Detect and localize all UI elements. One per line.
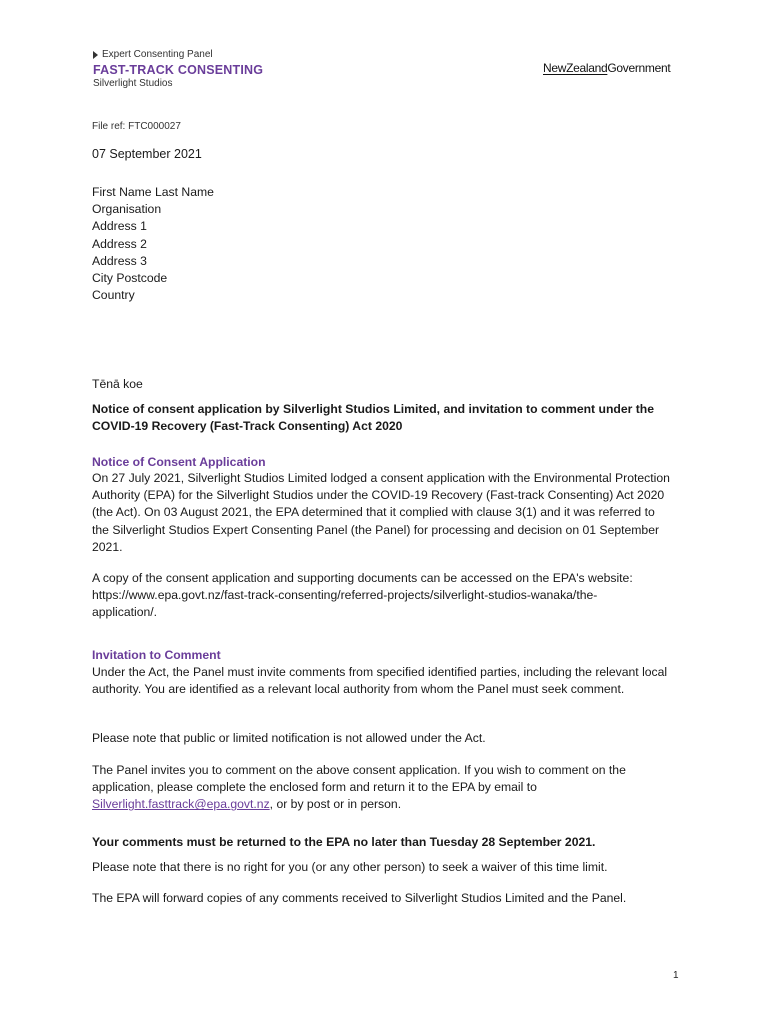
waiver-paragraph: Please note that there is no right for you (or any other person) to seek a waiver of this time limit. [92, 860, 608, 874]
subject-line: Notice of consent application by Silverlight Studios Limited, and invitation to comment under the COVID-19 Recovery (Fast-Track Consenting) Act 2020 [92, 402, 655, 434]
invitation-paragraph: Under the Act, the Panel must invite comments from specified identified parties, including the relevant local authority. You are identified as a relevant local authority from whom the Panel must seek comment. [92, 665, 668, 697]
address-line: Address 1 [92, 219, 147, 234]
address-line: Address 2 [92, 236, 147, 251]
address-line: City Postcode [92, 271, 168, 286]
section-heading-invitation: Invitation to Comment [92, 648, 221, 662]
notice-paragraph: On 27 July 2021, Silverlight Studios Limited lodged a consent application with the Environmental Protection Authority (EPA) for the Silverlight Studios under the COVID-19 Recovery (Fast-track Consenting) Act 2020 (the Act). On 03 August 2021, the EPA determined that it complied with clause 3(1) and it was referred to the Silverlight Studios Expert Consenting Panel (the Panel) for processing and decision on 01 September 2021. [92, 471, 670, 554]
letter-date: 07 September 2021 [92, 147, 202, 161]
website-url: https://www.epa.govt.nz/fast-track-consenting/referred-projects/silverlight-studios-wanaka/the- [92, 588, 598, 603]
page-number: 1 [673, 970, 679, 981]
comment-instructions: The Panel invites you to comment on the above consent application. If you wish to comment on the application, please complete the enclosed form and return it to the EPA by email to Silverlight.fasttrack@epa.govt.nz, or by post or in person. [92, 763, 626, 812]
notification-paragraph: Please note that public or limited notification is not allowed under the Act. [92, 731, 486, 745]
forward-paragraph: The EPA will forward copies of any comments received to Silverlight Studios Limited and the Panel. [92, 891, 627, 905]
greeting: Tēnā koe [92, 377, 143, 391]
section-heading-notice: Notice of Consent Application [92, 455, 266, 469]
address-line: Organisation [92, 202, 162, 217]
address-line: Address 3 [92, 253, 147, 268]
logo-subtitle: Silverlight Studios [93, 78, 173, 89]
email-link[interactable]: Silverlight.fasttrack@epa.govt.nz [92, 797, 270, 812]
file-ref: File ref: FTC000027 [92, 121, 181, 132]
deadline-notice: Your comments must be returned to the EPA no later than Tuesday 28 September 2021. [92, 835, 596, 849]
address-line: First Name Last Name [92, 185, 214, 199]
address-line: Country [92, 288, 135, 303]
panel-label: Expert Consenting Panel [102, 49, 213, 60]
fast-track-logo [93, 49, 263, 90]
recipient-address [92, 184, 692, 304]
website-paragraph: A copy of the consent application and supporting documents can be accessed on the EPA's website: https://www.epa.govt.nz/fast-track-consenting/referred-projects/silverlight-studios-wanaka/the- application/. [92, 570, 692, 622]
play-arrow-icon [93, 51, 98, 59]
logo-title: FAST-TRACK CONSENTING [93, 63, 264, 77]
nz-government-logo: NewZealandGovernment [543, 61, 671, 75]
